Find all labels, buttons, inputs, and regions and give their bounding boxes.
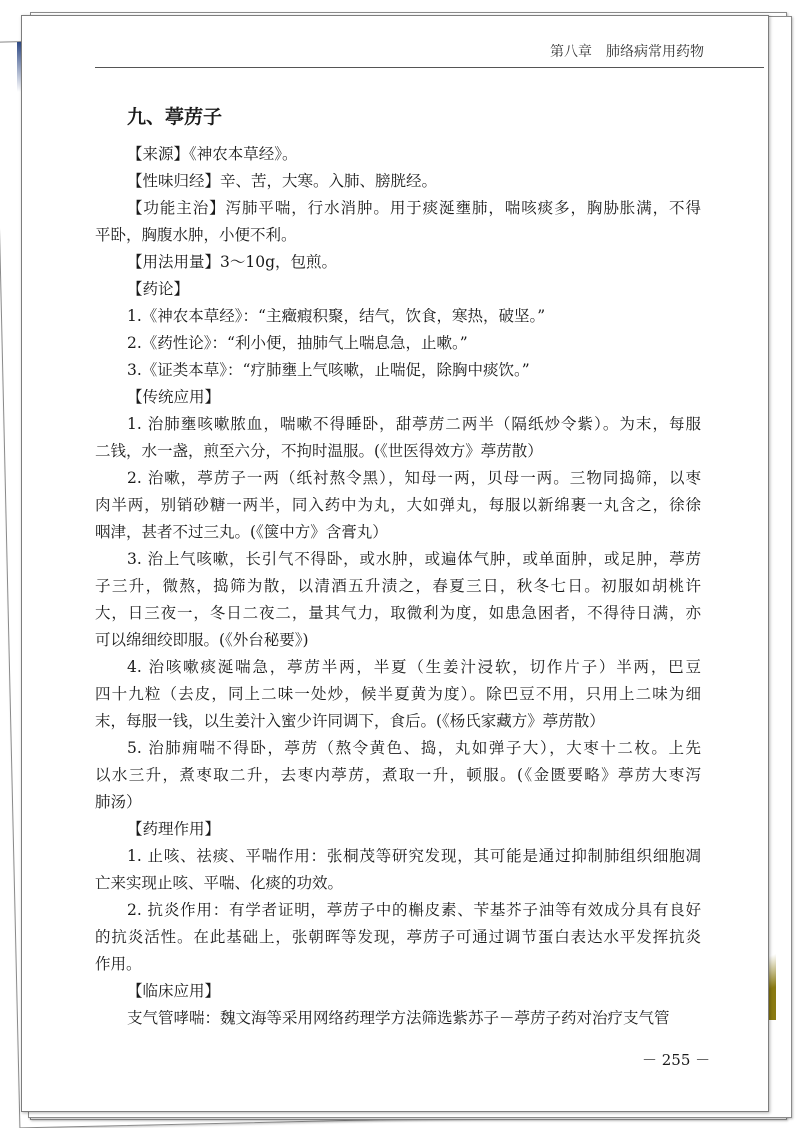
text-line: 末，每服一钱，以生姜汁入蜜少许同调下，食后。(《杨氏家藏方》葶苈散） [95, 712, 605, 730]
paragraph [95, 816, 701, 843]
paragraph [95, 303, 701, 330]
body-text [95, 141, 701, 1032]
page-number: － 255 － [642, 1051, 711, 1069]
paragraph [95, 978, 701, 1005]
text-line: 咽津，甚者不过三丸。(《箧中方》含膏丸） [95, 523, 388, 541]
paragraph [95, 735, 701, 816]
paragraph [95, 330, 701, 357]
text-line: 肉半两，别销砂糖一两半，同入药中为丸，大如弹丸，每服以新绵裹一丸含之，徐徐 [95, 496, 701, 514]
running-header: 第八章 肺络病常用药物 [550, 44, 704, 60]
text-line: 5. 治肺痈喘不得卧，葶苈（熬令黄色、捣，丸如弹子大），大枣十二枚。上先 [127, 739, 701, 757]
text-line: 【药论】 [127, 280, 190, 298]
text-line: 【用法用量】3～10g，包煎。 [127, 253, 338, 271]
text-line: 3. 治上气咳嗽，长引气不得卧，或水肿，或遍体气肿，或单面肿，或足肿，葶苈 [127, 550, 701, 568]
text-line: 1. 止咳、祛痰、平喘作用：张桐茂等研究发现，其可能是通过抑制肺组织细胞凋 [127, 847, 701, 865]
paragraph [95, 897, 701, 978]
section-title: 九、葶苈子 [127, 106, 223, 128]
text-line: 二钱，水一盏，煎至六分，不拘时温服。(《世医得效方》葶苈散） [95, 442, 543, 460]
text-line: 【药理作用】 [127, 820, 221, 838]
paragraph [95, 168, 701, 195]
paragraph [95, 141, 701, 168]
paragraph [95, 411, 701, 465]
text-line: 肺汤） [95, 793, 142, 811]
text-line: 亡来实现止咳、平喘、化痰的功效。 [95, 874, 344, 892]
paragraph [95, 384, 701, 411]
text-line: 子三升，微熬，捣筛为散，以清酒五升渍之，春夏三日，秋冬七日。初服如胡桃许 [95, 577, 701, 595]
text-line: 【来源】《神农本草经》。 [127, 145, 298, 163]
text-line: 以水三升，煮枣取二升，去枣内葶苈，煮取一升，顿服。(《金匮要略》葶苈大枣泻 [95, 766, 701, 784]
paragraph [95, 357, 701, 384]
text-line: 【功能主治】泻肺平喘，行水消肿。用于痰涎壅肺，喘咳痰多，胸胁胀满，不得 [127, 199, 701, 217]
text-line: 2.《药性论》：“利小便，抽肺气上喘息急，止嗽。” [127, 334, 468, 352]
page-edge-decoration [768, 940, 776, 1020]
text-line: 的抗炎活性。在此基础上，张朝晖等发现，葶苈子可通过调节蛋白表达水平发挥抗炎 [95, 928, 701, 946]
paragraph [95, 654, 701, 735]
text-line: 【临床应用】 [127, 982, 221, 1000]
text-line: 作用。 [95, 955, 142, 973]
paragraph [95, 249, 701, 276]
paragraph [95, 843, 701, 897]
paragraph [95, 1005, 701, 1032]
text-line: 大，日三夜一，冬日二夜二，量其气力，取微利为度，如患急困者，不得待日满，亦 [95, 604, 701, 622]
text-line: 1.《神农本草经》：“主癥瘕积聚，结气，饮食，寒热，破坚。” [127, 307, 546, 325]
book-page [21, 15, 769, 1112]
paragraph [95, 546, 701, 654]
paragraph [95, 465, 701, 546]
text-line: 3.《证类本草》：“疗肺壅上气咳嗽，止喘促，除胸中痰饮。” [127, 361, 530, 379]
text-line: 支气管哮喘：魏文海等采用网络药理学方法筛选紫苏子－葶苈子药对治疗支气管 [127, 1009, 670, 1027]
text-line: 平卧，胸腹水肿，小便不利。 [95, 226, 297, 244]
text-line: 四十九粒（去皮，同上二味一处炒，候半夏黄为度）。除巴豆不用，只用上二味为细 [95, 685, 701, 703]
text-line: 2. 抗炎作用：有学者证明，葶苈子中的槲皮素、苄基芥子油等有效成分具有良好 [127, 901, 701, 919]
header-rule [95, 67, 764, 68]
text-line: 4. 治咳嗽痰涎喘急，葶苈半两，半夏（生姜汁浸软，切作片子）半两，巴豆 [127, 658, 701, 676]
text-line: 【传统应用】 [127, 388, 221, 406]
text-line: 可以绵细绞即服。(《外台秘要》) [95, 631, 309, 649]
paragraph [95, 276, 701, 303]
text-line: 1. 治肺壅咳嗽脓血，喘嗽不得睡卧，甜葶苈二两半（隔纸炒令紫）。为末，每服 [127, 415, 701, 433]
text-line: 2. 治嗽，葶苈子一两（纸衬熬令黑），知母一两，贝母一两。三物同捣筛，以枣 [127, 469, 701, 487]
paragraph [95, 195, 701, 249]
text-line: 【性味归经】辛、苦，大寒。入肺、膀胱经。 [127, 172, 438, 190]
